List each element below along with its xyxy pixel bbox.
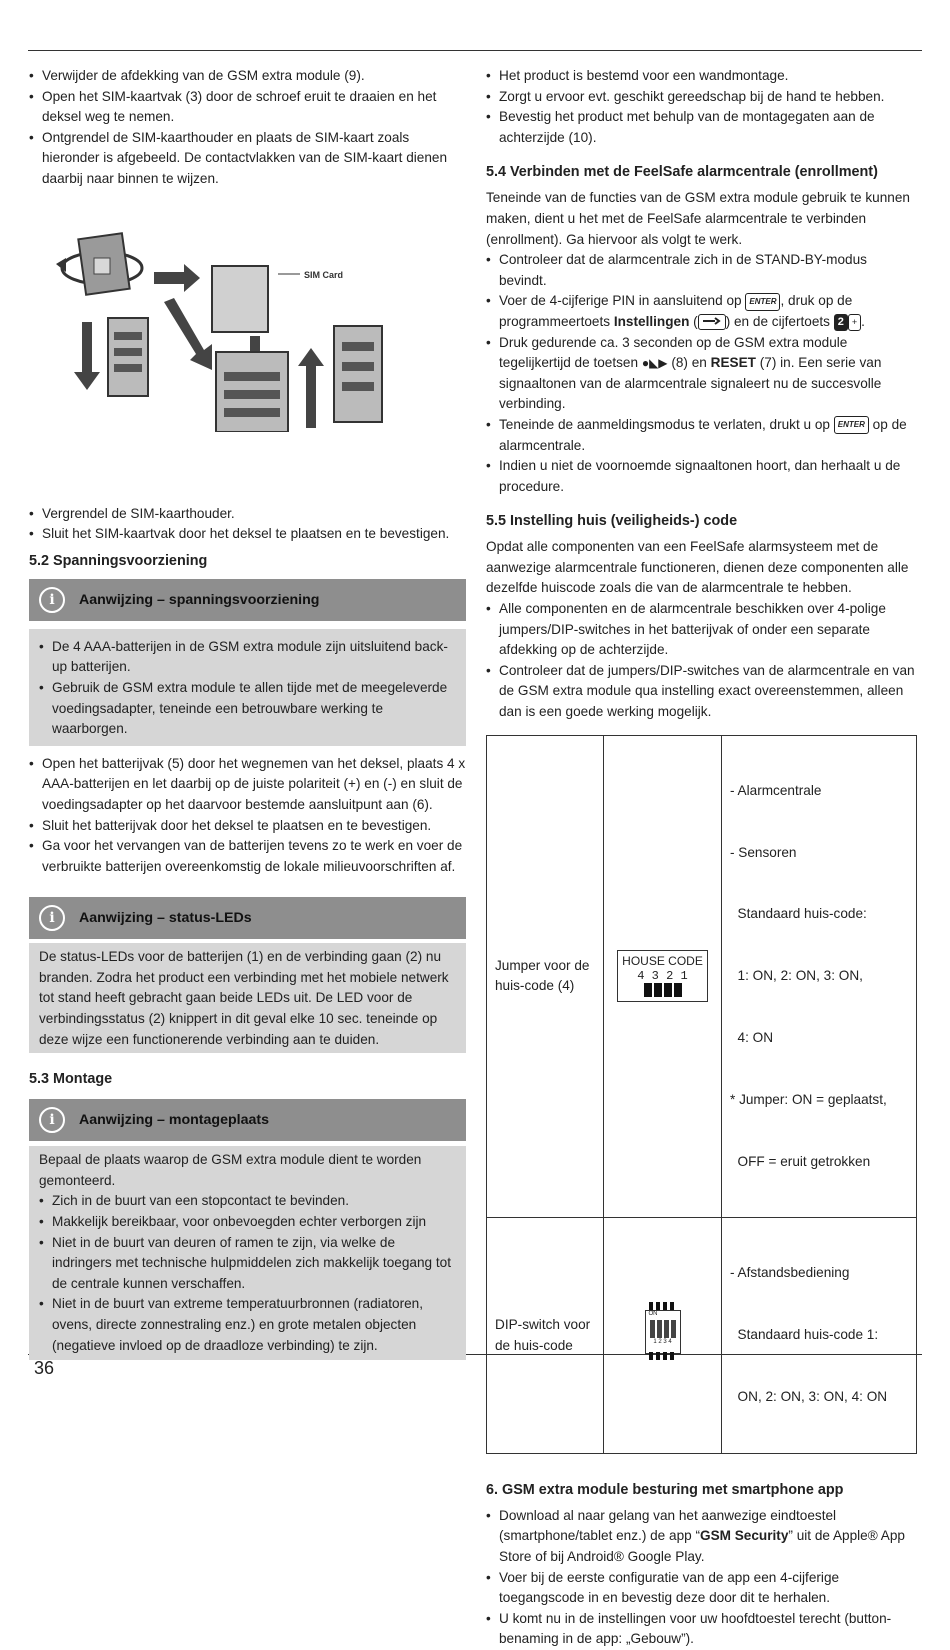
table-cell (604, 1218, 722, 1454)
mount-list (486, 66, 918, 148)
text-run: op de alarmcentrale. (499, 416, 907, 453)
info-icon: i (39, 905, 65, 931)
reset-label: RESET (710, 355, 756, 371)
list-item (486, 291, 918, 332)
section-5-4-title: 5.4 Verbinden met de FeelSafe alarmcentrale (enrollment) (486, 164, 878, 181)
sim-insertion-illustration (54, 232, 454, 432)
section-5-5-intro: Opdat alle componenten van een FeelSafe alarmsysteem met de aanwezige alarmcentrale functioneren, dienen deze componenten alle dezelfde huiscode zoals die van de alarmcentrale te hebben. (486, 539, 909, 596)
list-item: • Open het batterijvak (5) door het wegnemen van het deksel, plaats 4 x AAA-batterijen en let daarbij op de juiste polariteit (+) en (-) en sluit de voedingsadapter op het daarvoor bestemde aansluitpunt aan (6). (29, 754, 466, 816)
right-column (486, 66, 918, 1650)
text-run: Teneinde de aanmeldingsmodus te verlaten, drukt u op (499, 416, 834, 432)
list-item (486, 1506, 918, 1568)
note-status-leds (29, 897, 466, 1053)
wrench-icon (698, 314, 726, 330)
info-icon: i (39, 587, 65, 613)
list-item: • Ontgrendel de SIM-kaarthouder en plaats de SIM-kaart zoals hieronder is afgebeeld. De contactvlakken van de SIM-kaart dienen daarbij naar binnen te wijzen. (29, 128, 466, 190)
note-title: Aanwijzing – status-LEDs (79, 910, 252, 927)
section-6-title: 6. GSM extra module besturing met smartphone app (486, 1481, 844, 1498)
cell-line: Standaard huis-code 1: (730, 1327, 879, 1343)
plus-key-icon: + (848, 314, 861, 331)
note-body (29, 629, 466, 746)
table-row (487, 735, 917, 1218)
info-icon: i (39, 1107, 65, 1133)
list-item: • Bevestig het product met behulp van de montagegaten aan de achterzijde (10). (486, 107, 918, 148)
text-run: Voer de 4-cijferige PIN in aansluitend op (499, 293, 746, 309)
list-item: • Controleer dat de alarmcentrale zich in de STAND-BY-modus bevindt. (486, 250, 918, 291)
note-mounting-place (29, 1099, 466, 1360)
list-item: • Zich in de buurt van een stopcontact te bevinden. (39, 1191, 456, 1212)
text-run: ) en de cijfertoets (725, 313, 834, 329)
dip-switch-image (643, 1302, 683, 1362)
section-5-3-title: 5.3 Montage (29, 1071, 113, 1088)
cell-line: - Sensoren (730, 844, 797, 860)
note-header (29, 897, 466, 939)
note-title: Aanwijzing – spanningsvoorziening (79, 591, 320, 608)
list-item: • Ga voor het vervangen van de batterijen tevens zo te werk en voer de verbruikte batterijen overeenkomstig de lokale milieuvoorschriften af. (29, 836, 466, 877)
housecode-list (486, 599, 918, 723)
text-run: (8) en (667, 355, 711, 371)
table-cell (722, 1218, 917, 1454)
dip-digits: 1 2 3 4 (653, 1339, 672, 1346)
cell-line: - Afstandsbediening (730, 1265, 850, 1281)
settings-label: Instellingen (613, 313, 690, 329)
list-item: • Verwijder de afdekking van de GSM extra module (9). (29, 66, 466, 87)
sim-intro-list (29, 66, 466, 190)
house-code-digits: 4 3 2 1 (637, 968, 688, 983)
list-item: • U komt nu in de instellingen voor uw hoofdtoestel terecht (button-benaming in de app: „Gebouw”). (486, 1609, 918, 1650)
note-text: Bepaal de plaats waarop de GSM extra module dient te worden gemonteerd. (39, 1152, 422, 1188)
page-number: 36 (34, 1358, 55, 1378)
app-list (486, 1506, 918, 1650)
jumper-house-code-image (617, 950, 708, 1002)
list-item: • Makkelijk bereikbaar, voor onbevoegden echter verborgen zijn (39, 1212, 456, 1233)
note-text: De status-LEDs voor de batterijen (1) en de verbinding gaan (2) nu branden. Zodra het product een verbinding met het mobiele netwerk tot stand heeft gebracht gaan beide LEDs uit. De LED voor de verbindingsstatus (2) knippert in dit geval elke 10 sec. teneinde op deze wijze een functionerende verbinding aan te duiden. (39, 949, 449, 1047)
house-code-label: HOUSE CODE (622, 953, 703, 968)
cell-line: 4: ON (730, 1029, 774, 1045)
note-title: Aanwijzing – montageplaats (79, 1112, 269, 1129)
sim-card-label: SIM Card (304, 269, 344, 280)
enter-key-icon: ENTER (834, 416, 869, 434)
dip-switch-icon (646, 1320, 680, 1338)
note-body (29, 943, 466, 1053)
list-item: • Vergrendel de SIM-kaarthouder. (29, 504, 466, 525)
text-run: ( (689, 313, 698, 329)
text-run: Druk gedurende ca. 3 seconden op de GSM extra module tegelijkertijd de toetsen (499, 334, 848, 371)
sim-card-figure (29, 220, 466, 450)
list-item: • Gebruik de GSM extra module te allen tijde met de meegeleverde voedingsadapter, teneinde een betrouwbare werking te waarborgen. (39, 678, 456, 740)
left-column (29, 66, 466, 1360)
jumper-block-icon (622, 983, 703, 997)
list-item: • Zorgt u ervoor evt. geschikt gereedschap bij de hand te hebben. (486, 87, 918, 108)
digit-2-key-icon: 2 (834, 314, 848, 331)
app-name: GSM Security (700, 1528, 789, 1544)
power-list (29, 754, 466, 878)
text-run: , druk op de programmeertoets (499, 293, 853, 329)
note-header (29, 1099, 466, 1141)
text-run: Download al naar gelang van het aanwezige eindtoestel (smartphone/tablet enz.) de app “ (499, 1507, 837, 1544)
note-body (29, 1146, 466, 1360)
list-item: • Open het SIM-kaartvak (3) door de schroef eruit te draaien en het deksel weg te nemen. (29, 87, 466, 128)
list-item: • Voer bij de eerste configuratie van de app een 4-cijferige toegangscode in en bevestig deze door dit te herhalen. (486, 1568, 918, 1609)
table-cell (722, 735, 917, 1218)
enrollment-list (486, 250, 918, 497)
text-run: (7) in. Een serie van signaaltonen van de alarmcentrale signaleert nu de succesvolle verbinding. (499, 355, 882, 412)
cell-line: ON, 2: ON, 3: ON, 4: ON (730, 1389, 888, 1405)
text-run: . (861, 313, 865, 329)
table-cell: DIP-switch voor de huis-code (487, 1218, 604, 1454)
cell-line: Standaard huis-code: (730, 906, 867, 922)
list-item: • Het product is bestemd voor een wandmontage. (486, 66, 918, 87)
sim-after-list (29, 504, 466, 545)
list-item: • Alle componenten en de alarmcentrale beschikken over 4-polige jumpers/DIP-switches in het batterijvak of onder een separate afdekking op de achterzijde. (486, 599, 918, 661)
table-cell (604, 735, 722, 1218)
cell-line: OFF = eruit getrokken (730, 1153, 871, 1169)
record-play-icon: ●◣▶ (641, 356, 668, 371)
list-item: • Sluit het batterijvak door het deksel te plaatsen en te bevestigen. (29, 816, 466, 837)
cell-line: 1: ON, 2: ON, 3: ON, (730, 968, 863, 984)
list-item: • Controleer dat de jumpers/DIP-switches van de alarmcentrale en van de GSM extra module qua instelling exact overeenstemmen, alleen dan is een goede werking mogelijk. (486, 661, 918, 723)
section-5-5-title: 5.5 Instelling huis (veiligheids-) code (486, 513, 738, 530)
list-item: • De 4 AAA-batterijen in de GSM extra module zijn uitsluitend back-up batterijen. (39, 637, 456, 678)
note-power (29, 579, 466, 746)
section-5-4-intro: Teneinde van de functies van de GSM extra module gebruik te kunnen maken, dient u het met de FeelSafe alarmcentrale te verbinden (enrollment). Ga hiervoor als volgt te werk. (486, 190, 910, 247)
list-item: • Indien u niet de voornoemde signaaltonen hoort, dan herhaalt u de procedure. (486, 456, 918, 497)
note-header (29, 579, 466, 621)
list-item (486, 333, 918, 415)
table-row (487, 1218, 917, 1454)
dip-on-label: ON (648, 1311, 658, 1318)
house-code-table (486, 735, 917, 1454)
top-rule (28, 50, 922, 51)
list-item: • Niet in de buurt van deuren of ramen te zijn, via welke de indringers met technische hulpmiddelen zich makkelijk toegang tot de centrale kunnen verschaffen. (39, 1233, 456, 1295)
enter-key-icon: ENTER (745, 293, 780, 311)
cell-line: * Jumper: ON = geplaatst, (730, 1091, 887, 1107)
list-item: • Sluit het SIM-kaartvak door het deksel te plaatsen en te bevestigen. (29, 524, 466, 545)
section-5-2-title: 5.2 Spanningsvoorziening (29, 552, 208, 569)
text-run: ” uit de Apple® App Store of bij Android® Google Play. (499, 1528, 905, 1564)
table-cell: Jumper voor de huis-code (4) (487, 735, 604, 1218)
list-item: • Niet in de buurt van extreme temperatuurbronnen (radiatoren, ovens, directe zonnestraling enz.) en grote metalen objecten (negatieve invloed op de draadloze verbinding) te zijn. (39, 1294, 456, 1356)
cell-line: - Alarmcentrale (730, 782, 822, 798)
list-item (486, 415, 918, 456)
